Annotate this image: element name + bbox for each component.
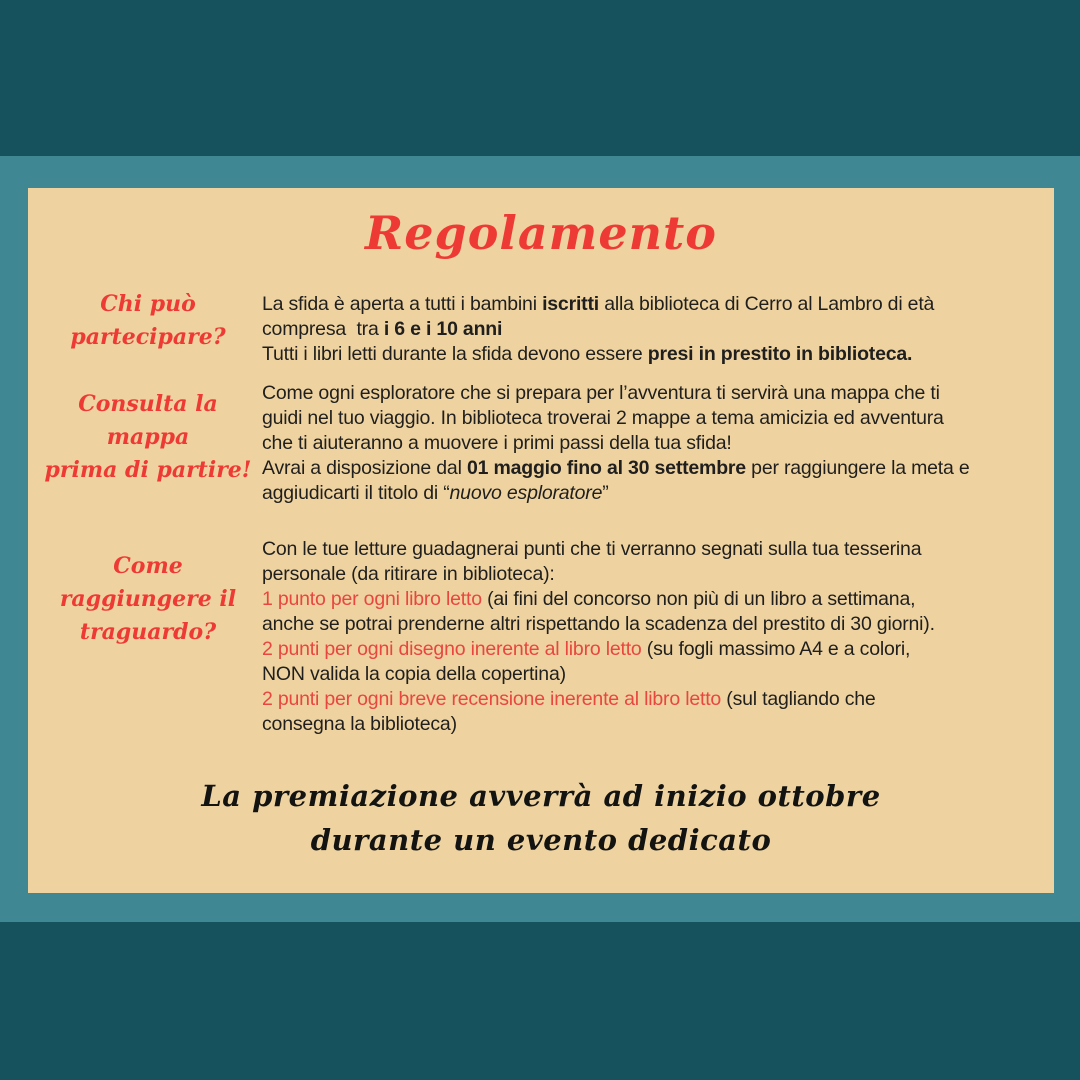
section-body-consult-map: Come ogni esploratore che si prepara per l’avventura ti servirà una mappa che ti guidi nel tuo viaggio. In biblioteca troverai 2 mappe a tema amicizia ed avventura che ti aiuteranno a muovere i primi passi della tua sfida! Avrai a disposizione dal 01 maggio fino al 30 settembre per raggiungere la meta e aggiudicarti il titolo di “nuovo esploratore” [262,382,970,504]
award-note-line2: durante un evento dedicato [310,823,772,857]
section-body-reach-goal: Con le tue letture guadagnerai punti che ti verranno segnati sulla tua tesserina personale (da ritirare in biblioteca): 1 punto per ogni libro letto (ai fini del concorso non più di un libro a settimana, anche se potrai prenderne altri rispettando la scadenza del prestito di 30 giorni). 2 punti per ogni disegno inerente al libro letto (su fogli massimo A4 e a colori, NON valida la copia della copertina) 2 punti per ogni breve recensione inerente al libro letto (sul tagliando che consegna la biblioteca) [262,538,935,735]
section-body-who-can-participate: La sfida è aperta a tutti i bambini iscritti alla biblioteca di Cerro al Lambro di età compresa tra i 6 e i 10 anni Tutti i libri letti durante la sfida devono essere presi in prestito in biblioteca. [262,293,935,365]
section-heading-reach-goal: Come raggiungere il traguardo? [59,553,237,645]
award-note-line1: La premiazione avverrà ad inizio ottobre [201,779,881,813]
background-band-top [0,0,1080,156]
section-heading-consult-map: Consulta la mappa prima di partire! [44,391,252,483]
award-note [28,774,1054,862]
page-title: Regolamento [365,206,717,260]
background-band-bottom [0,922,1080,1080]
section-heading-who-can-participate: Chi può partecipare? [70,291,226,350]
rules-card [28,188,1054,893]
